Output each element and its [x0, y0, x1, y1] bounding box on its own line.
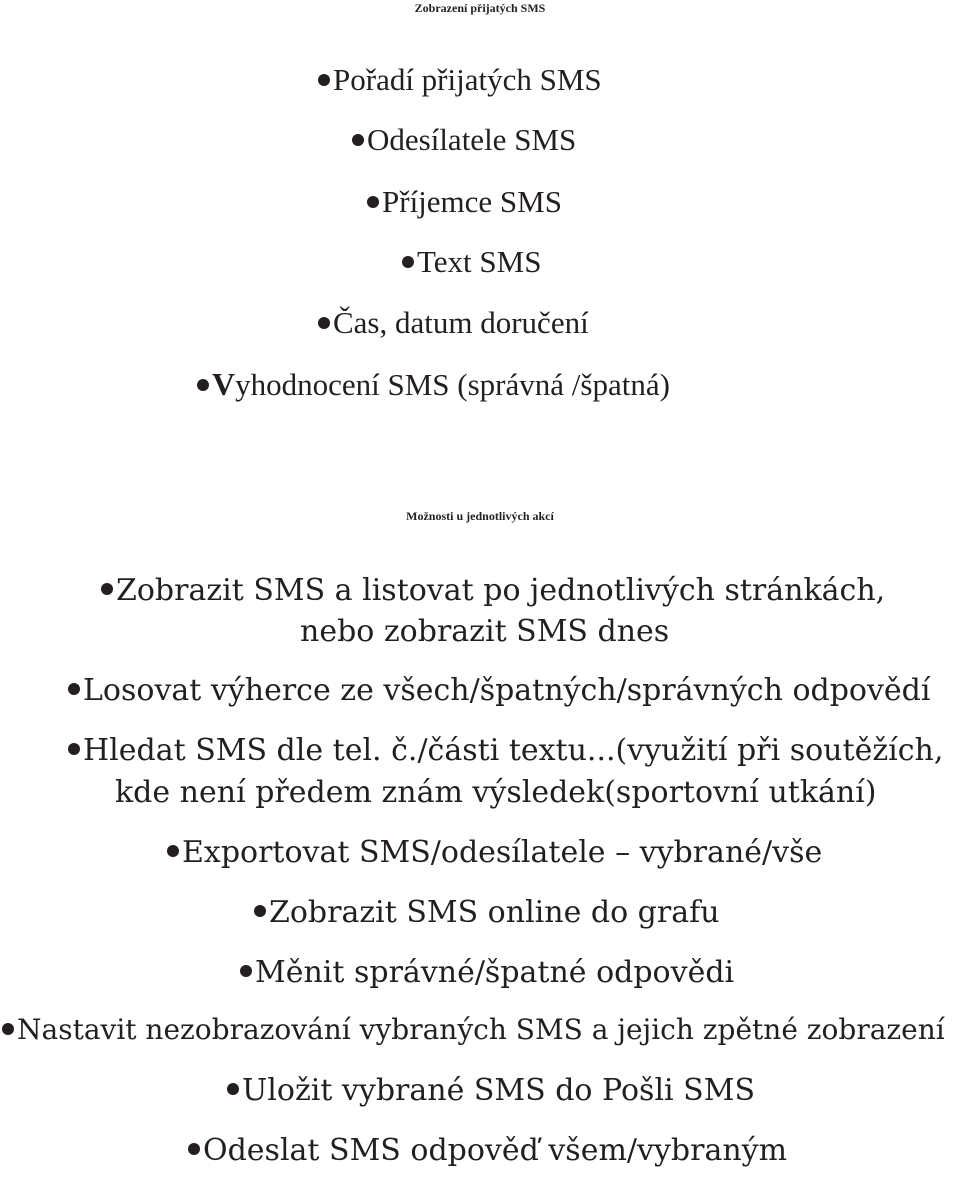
list-item: [367, 186, 562, 217]
section-title-received-sms: Zobrazení přijatých SMS: [414, 1, 546, 15]
list-item-text: Zobrazit SMS a listovat po jednotlivých stránkách,: [116, 573, 886, 608]
list-item-text: Čas, datum doručení: [333, 305, 589, 340]
list-item: [227, 1073, 756, 1108]
bullet-icon: [2, 1023, 14, 1035]
list-item-text: Losovat výherce ze všech/špatných/správných odpovědí: [83, 673, 931, 708]
list-item: [318, 307, 589, 338]
bullet-icon: [167, 845, 179, 857]
list-item: [197, 368, 670, 400]
section-title-actions: Možnosti u jednotlivých akcí: [406, 509, 554, 523]
list-item-text: Hledat SMS dle tel. č./části textu...(využití při soutěžích,: [83, 733, 944, 768]
bullet-icon: [318, 317, 330, 329]
list-item-text: Zobrazit SMS online do grafu: [269, 895, 720, 930]
list-item-initial: V: [212, 366, 236, 402]
list-item: [318, 64, 602, 95]
bullet-icon: [68, 743, 80, 755]
list-item-text: Odesílatele SMS: [367, 122, 577, 157]
list-item-text: Uložit vybrané SMS do Pošli SMS: [242, 1073, 756, 1108]
bullet-icon: [240, 965, 252, 977]
bullet-icon: [101, 583, 113, 595]
bullet-icon: [254, 905, 266, 917]
list-item: [254, 895, 720, 930]
list-item-text: Odeslat SMS odpověď všem/vybraným: [203, 1133, 788, 1168]
list-item-text: Nastavit nezobrazování vybraných SMS a jejich zpětné zobrazení: [17, 1013, 945, 1046]
bullet-icon: [68, 683, 80, 695]
list-item: [167, 835, 823, 870]
list-item-continuation: kde není předem znám výsledek(sportovní utkání): [115, 775, 877, 810]
list-item: [402, 246, 541, 277]
list-item: [352, 124, 576, 155]
bullet-icon: [402, 256, 414, 268]
list-item-text: Příjemce SMS: [382, 184, 562, 219]
list-item: [68, 673, 931, 708]
list-item: [2, 1013, 945, 1046]
list-item: [101, 573, 886, 608]
list-item-text: Text SMS: [417, 244, 542, 279]
bullet-icon: [367, 196, 379, 208]
list-item: [188, 1133, 788, 1168]
bullet-icon: [227, 1083, 239, 1095]
bullet-icon: [197, 379, 209, 391]
list-item-text: Pořadí přijatých SMS: [333, 62, 602, 97]
list-item: [240, 955, 735, 990]
list-item-continuation: nebo zobrazit SMS dnes: [300, 614, 670, 649]
list-item: [68, 733, 944, 768]
bullet-icon: [318, 74, 330, 86]
list-item-text: Měnit správné/špatné odpovědi: [255, 955, 735, 990]
bullet-icon: [188, 1143, 200, 1155]
list-item-text: Exportovat SMS/odesílatele – vybrané/vše: [182, 835, 823, 870]
bullet-icon: [352, 134, 364, 146]
list-item-text: yhodnocení SMS (správná /špatná): [235, 367, 670, 402]
